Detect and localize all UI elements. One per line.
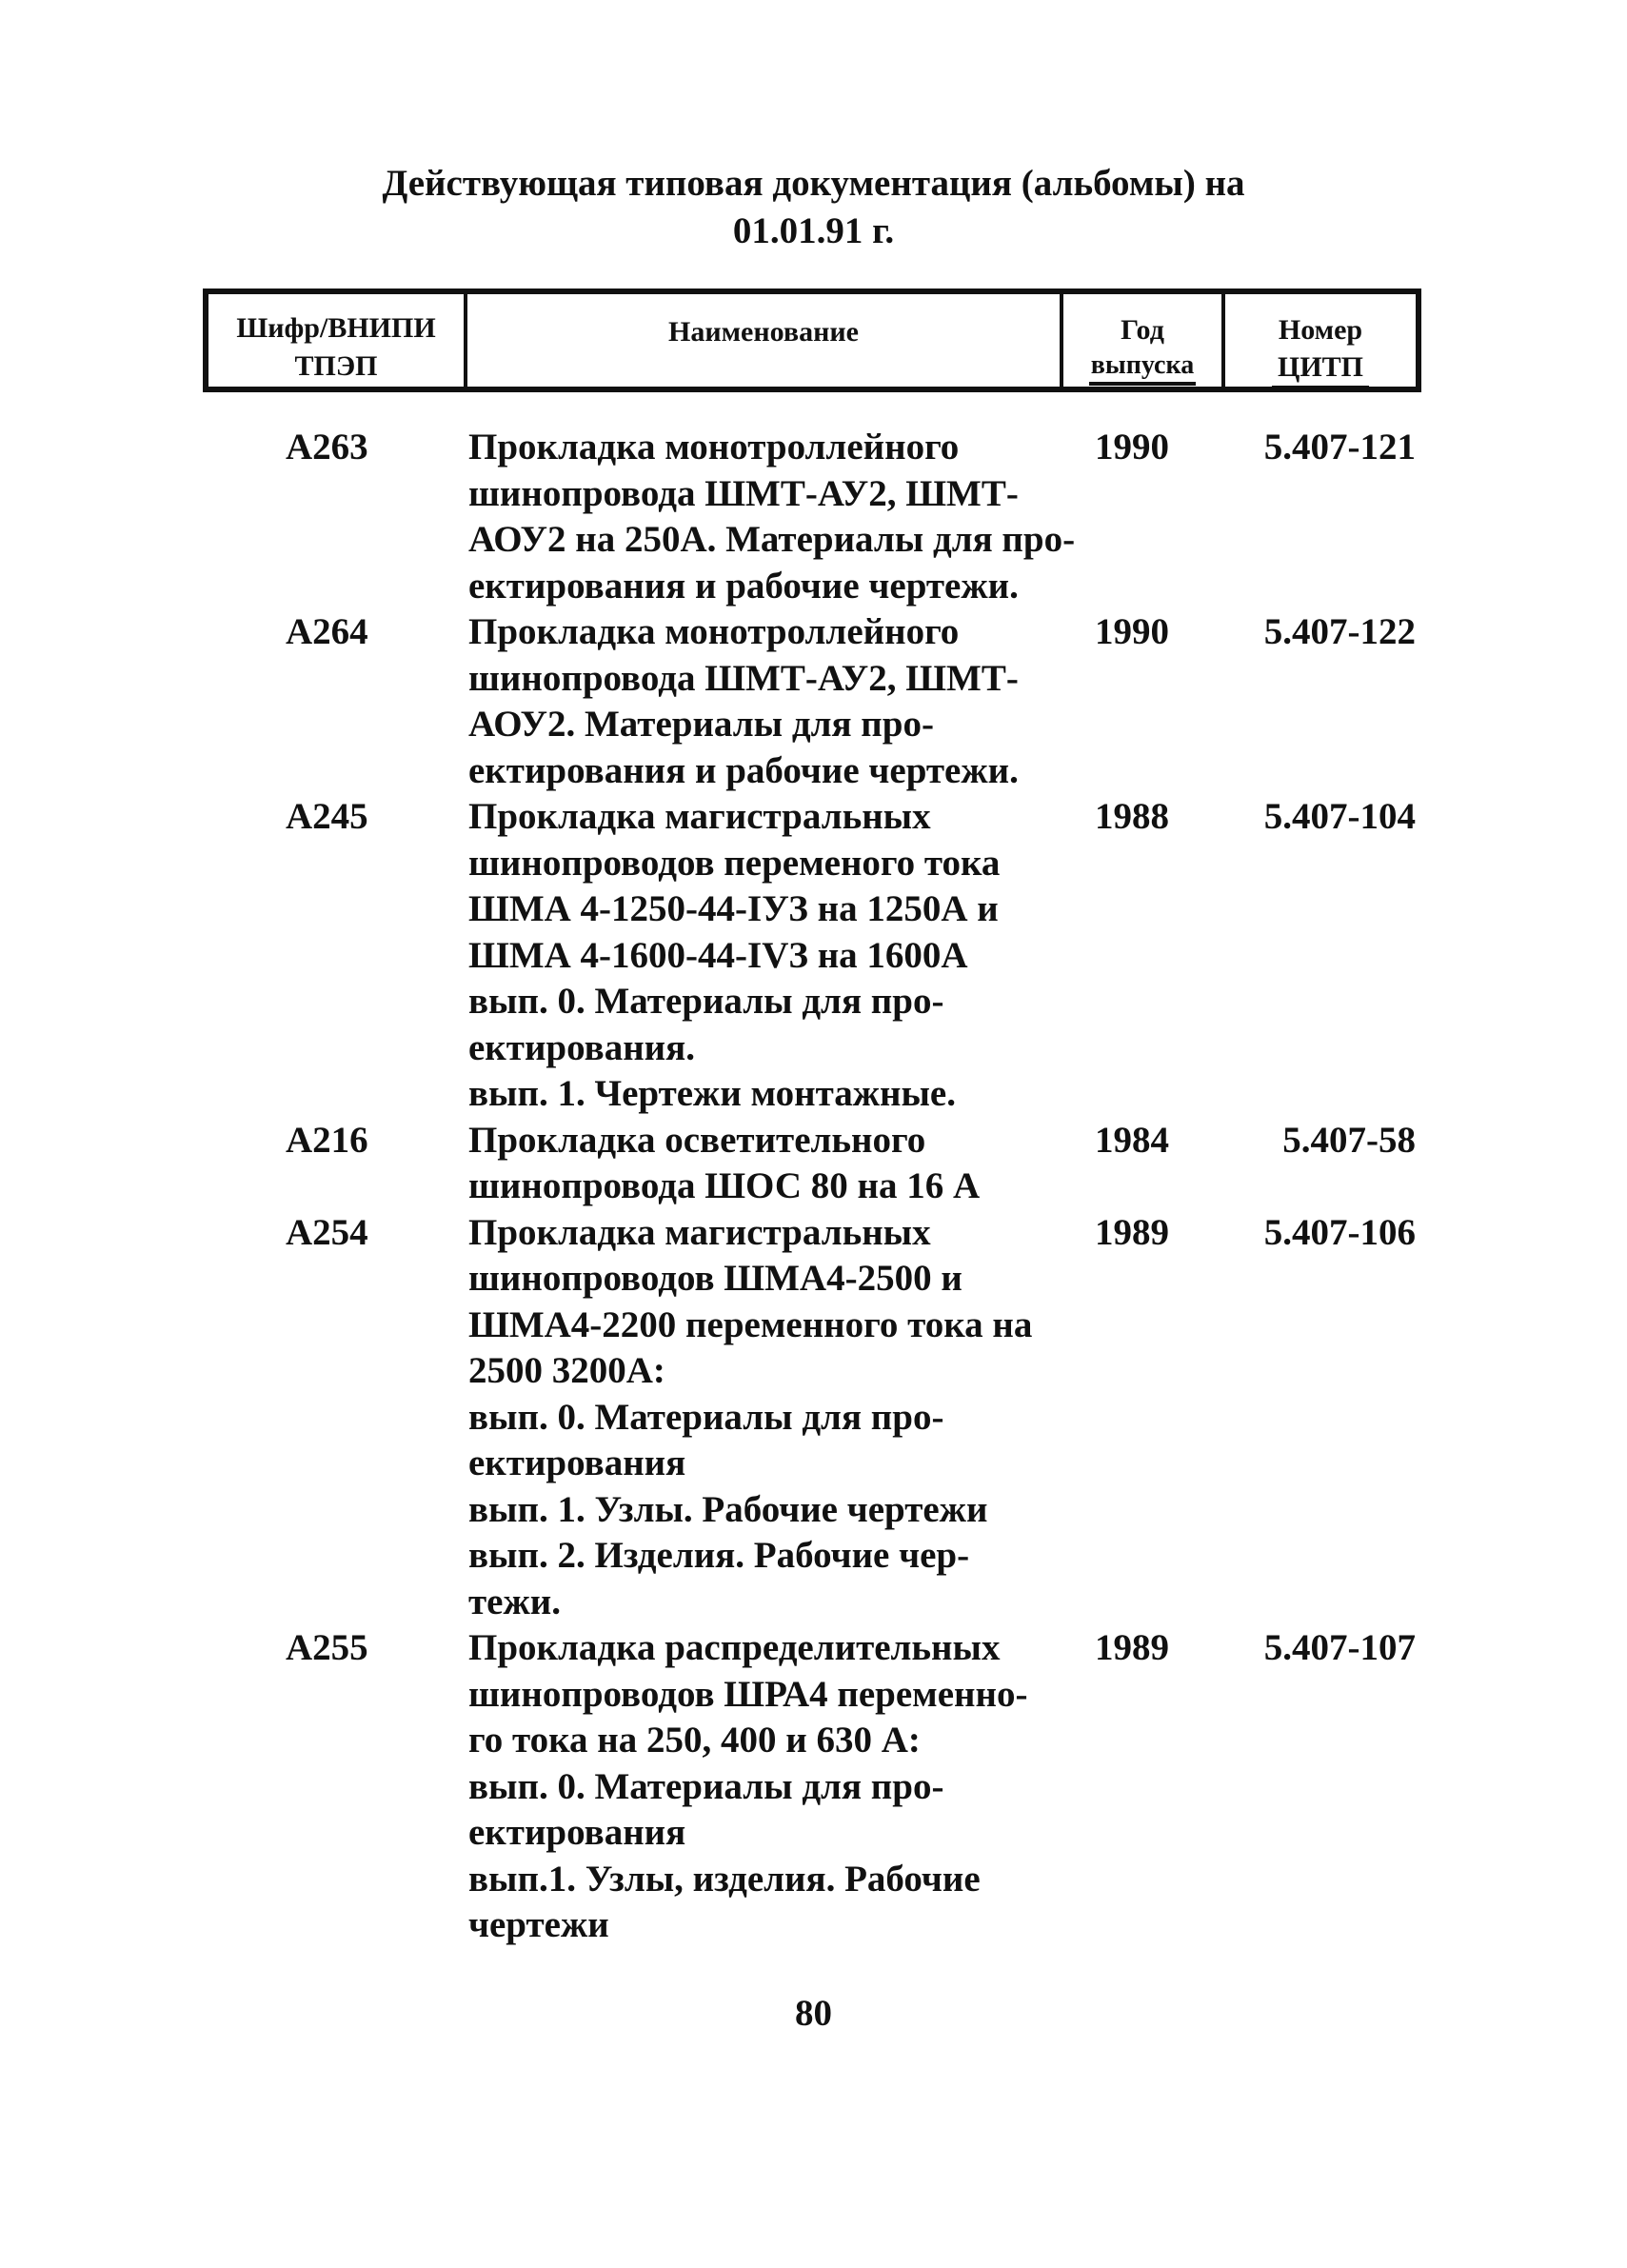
- row-name-line: Прокладка магистральных: [468, 1211, 931, 1253]
- row-name-line: ектирования: [468, 1812, 686, 1853]
- row-name-line: шинопровода ШМТ-АУ2, ШМТ-: [468, 657, 1019, 699]
- row-name-line: ектирования: [468, 1442, 686, 1483]
- row-year: 1989: [1095, 1211, 1169, 1253]
- row-name-line: Прокладка осветительного: [468, 1119, 926, 1161]
- header-cell-number: [1225, 294, 1416, 387]
- row-year: 1989: [1095, 1627, 1169, 1668]
- table-header: [203, 288, 1421, 392]
- row-name-line: Прокладка распределительных: [468, 1627, 1001, 1668]
- table-row: [0, 794, 1627, 1118]
- row-name: [468, 1625, 1078, 1949]
- row-name-line: шинопроводов переменого тока: [468, 842, 1001, 884]
- row-name-line: 2500 3200А:: [468, 1350, 665, 1391]
- row-name-line: шинопроводов ШМА4-2500 и: [468, 1258, 962, 1299]
- table-row: [0, 1118, 1627, 1210]
- row-code: А254: [286, 1211, 368, 1253]
- row-name: [468, 1118, 1078, 1210]
- row-year: 1984: [1095, 1119, 1169, 1161]
- row-year: 1990: [1095, 611, 1169, 652]
- row-name: [468, 425, 1078, 609]
- row-name-line: Прокладка магистральных: [468, 796, 931, 837]
- row-name-line: шинопровода ШМТ-АУ2, ШМТ-: [468, 472, 1019, 514]
- row-code: А264: [286, 611, 368, 652]
- row-number: 5.407-122: [1263, 611, 1416, 652]
- title-line-1: Действующая типовая документация (альбомы) на: [382, 163, 1245, 204]
- row-year: 1988: [1095, 796, 1169, 837]
- row-number: 5.407-58: [1282, 1119, 1416, 1161]
- header-code-line-1: Шифр/ВНИПИ: [236, 312, 436, 344]
- row-name-line: шинопровода ШОС 80 на 16 А: [468, 1165, 981, 1206]
- row-name-line: шинопроводов ШРА4 переменно-: [468, 1673, 1028, 1715]
- header-year-line-2: выпуска: [1089, 349, 1196, 386]
- table-row: [0, 425, 1627, 609]
- row-name-line: ектирования и рабочие чертежи.: [468, 565, 1019, 607]
- document-table-body: [0, 425, 1627, 1949]
- row-name-line: тежи.: [468, 1581, 561, 1622]
- header-cell-year: [1063, 294, 1225, 387]
- table-row: [0, 1210, 1627, 1626]
- row-number: 5.407-106: [1263, 1211, 1416, 1253]
- header-number-line-1: Номер: [1278, 314, 1363, 346]
- row-name-line: АОУ2 на 250А. Материалы для про-: [468, 519, 1076, 560]
- table-row: [0, 1625, 1627, 1949]
- row-name: [468, 794, 1078, 1118]
- row-code: А245: [286, 796, 368, 837]
- row-name-line: Прокладка монотроллейного: [468, 427, 960, 468]
- page-title: [0, 160, 1627, 255]
- row-code: А263: [286, 427, 368, 468]
- row-name-line: го тока на 250, 400 и 630 А:: [468, 1720, 921, 1761]
- row-name: [468, 609, 1078, 794]
- row-name-line: вып.1. Узлы, изделия. Рабочие: [468, 1858, 981, 1900]
- row-code: А255: [286, 1627, 368, 1668]
- header-name-label: Наименование: [668, 316, 859, 348]
- row-name-line: вып. 1. Узлы. Рабочие чертежи: [468, 1488, 988, 1530]
- row-number: 5.407-107: [1263, 1627, 1416, 1668]
- row-name-line: вып. 0. Материалы для про-: [468, 981, 944, 1022]
- row-name-line: ектирования и рабочие чертежи.: [468, 749, 1019, 791]
- row-name-line: вып. 2. Изделия. Рабочие чер-: [468, 1535, 970, 1576]
- table-row: [0, 609, 1627, 794]
- row-name-line: ектирования.: [468, 1026, 695, 1068]
- row-name-line: ШМА 4-1600-44-IVЗ на 1600А: [468, 934, 968, 976]
- row-number: 5.407-104: [1263, 796, 1416, 837]
- title-line-2: 01.01.91 г.: [732, 210, 895, 251]
- row-name-line: ШМА 4-1250-44-IУЗ на 1250А и: [468, 888, 999, 929]
- row-number: 5.407-121: [1263, 427, 1416, 468]
- header-year-line-1: Год: [1121, 314, 1164, 346]
- row-name: [468, 1210, 1078, 1626]
- row-name-line: ШМА4-2200 переменного тока на: [468, 1303, 1033, 1345]
- row-name-line: вып. 0. Материалы для про-: [468, 1396, 944, 1438]
- row-year: 1990: [1095, 427, 1169, 468]
- row-name-line: вып. 0. Материалы для про-: [468, 1765, 944, 1807]
- row-name-line: вып. 1. Чертежи монтажные.: [468, 1073, 956, 1114]
- row-name-line: чертежи: [468, 1904, 609, 1945]
- row-name-line: Прокладка монотроллейного: [468, 611, 960, 652]
- row-code: А216: [286, 1119, 368, 1161]
- header-number-line-2: ЦИТП: [1272, 349, 1369, 389]
- header-code-line-2: ТПЭП: [294, 350, 378, 382]
- page-number: 80: [795, 1993, 832, 2034]
- header-cell-name: [467, 294, 1063, 387]
- row-name-line: АОУ2. Материалы для про-: [468, 704, 934, 745]
- header-cell-code: [208, 294, 467, 387]
